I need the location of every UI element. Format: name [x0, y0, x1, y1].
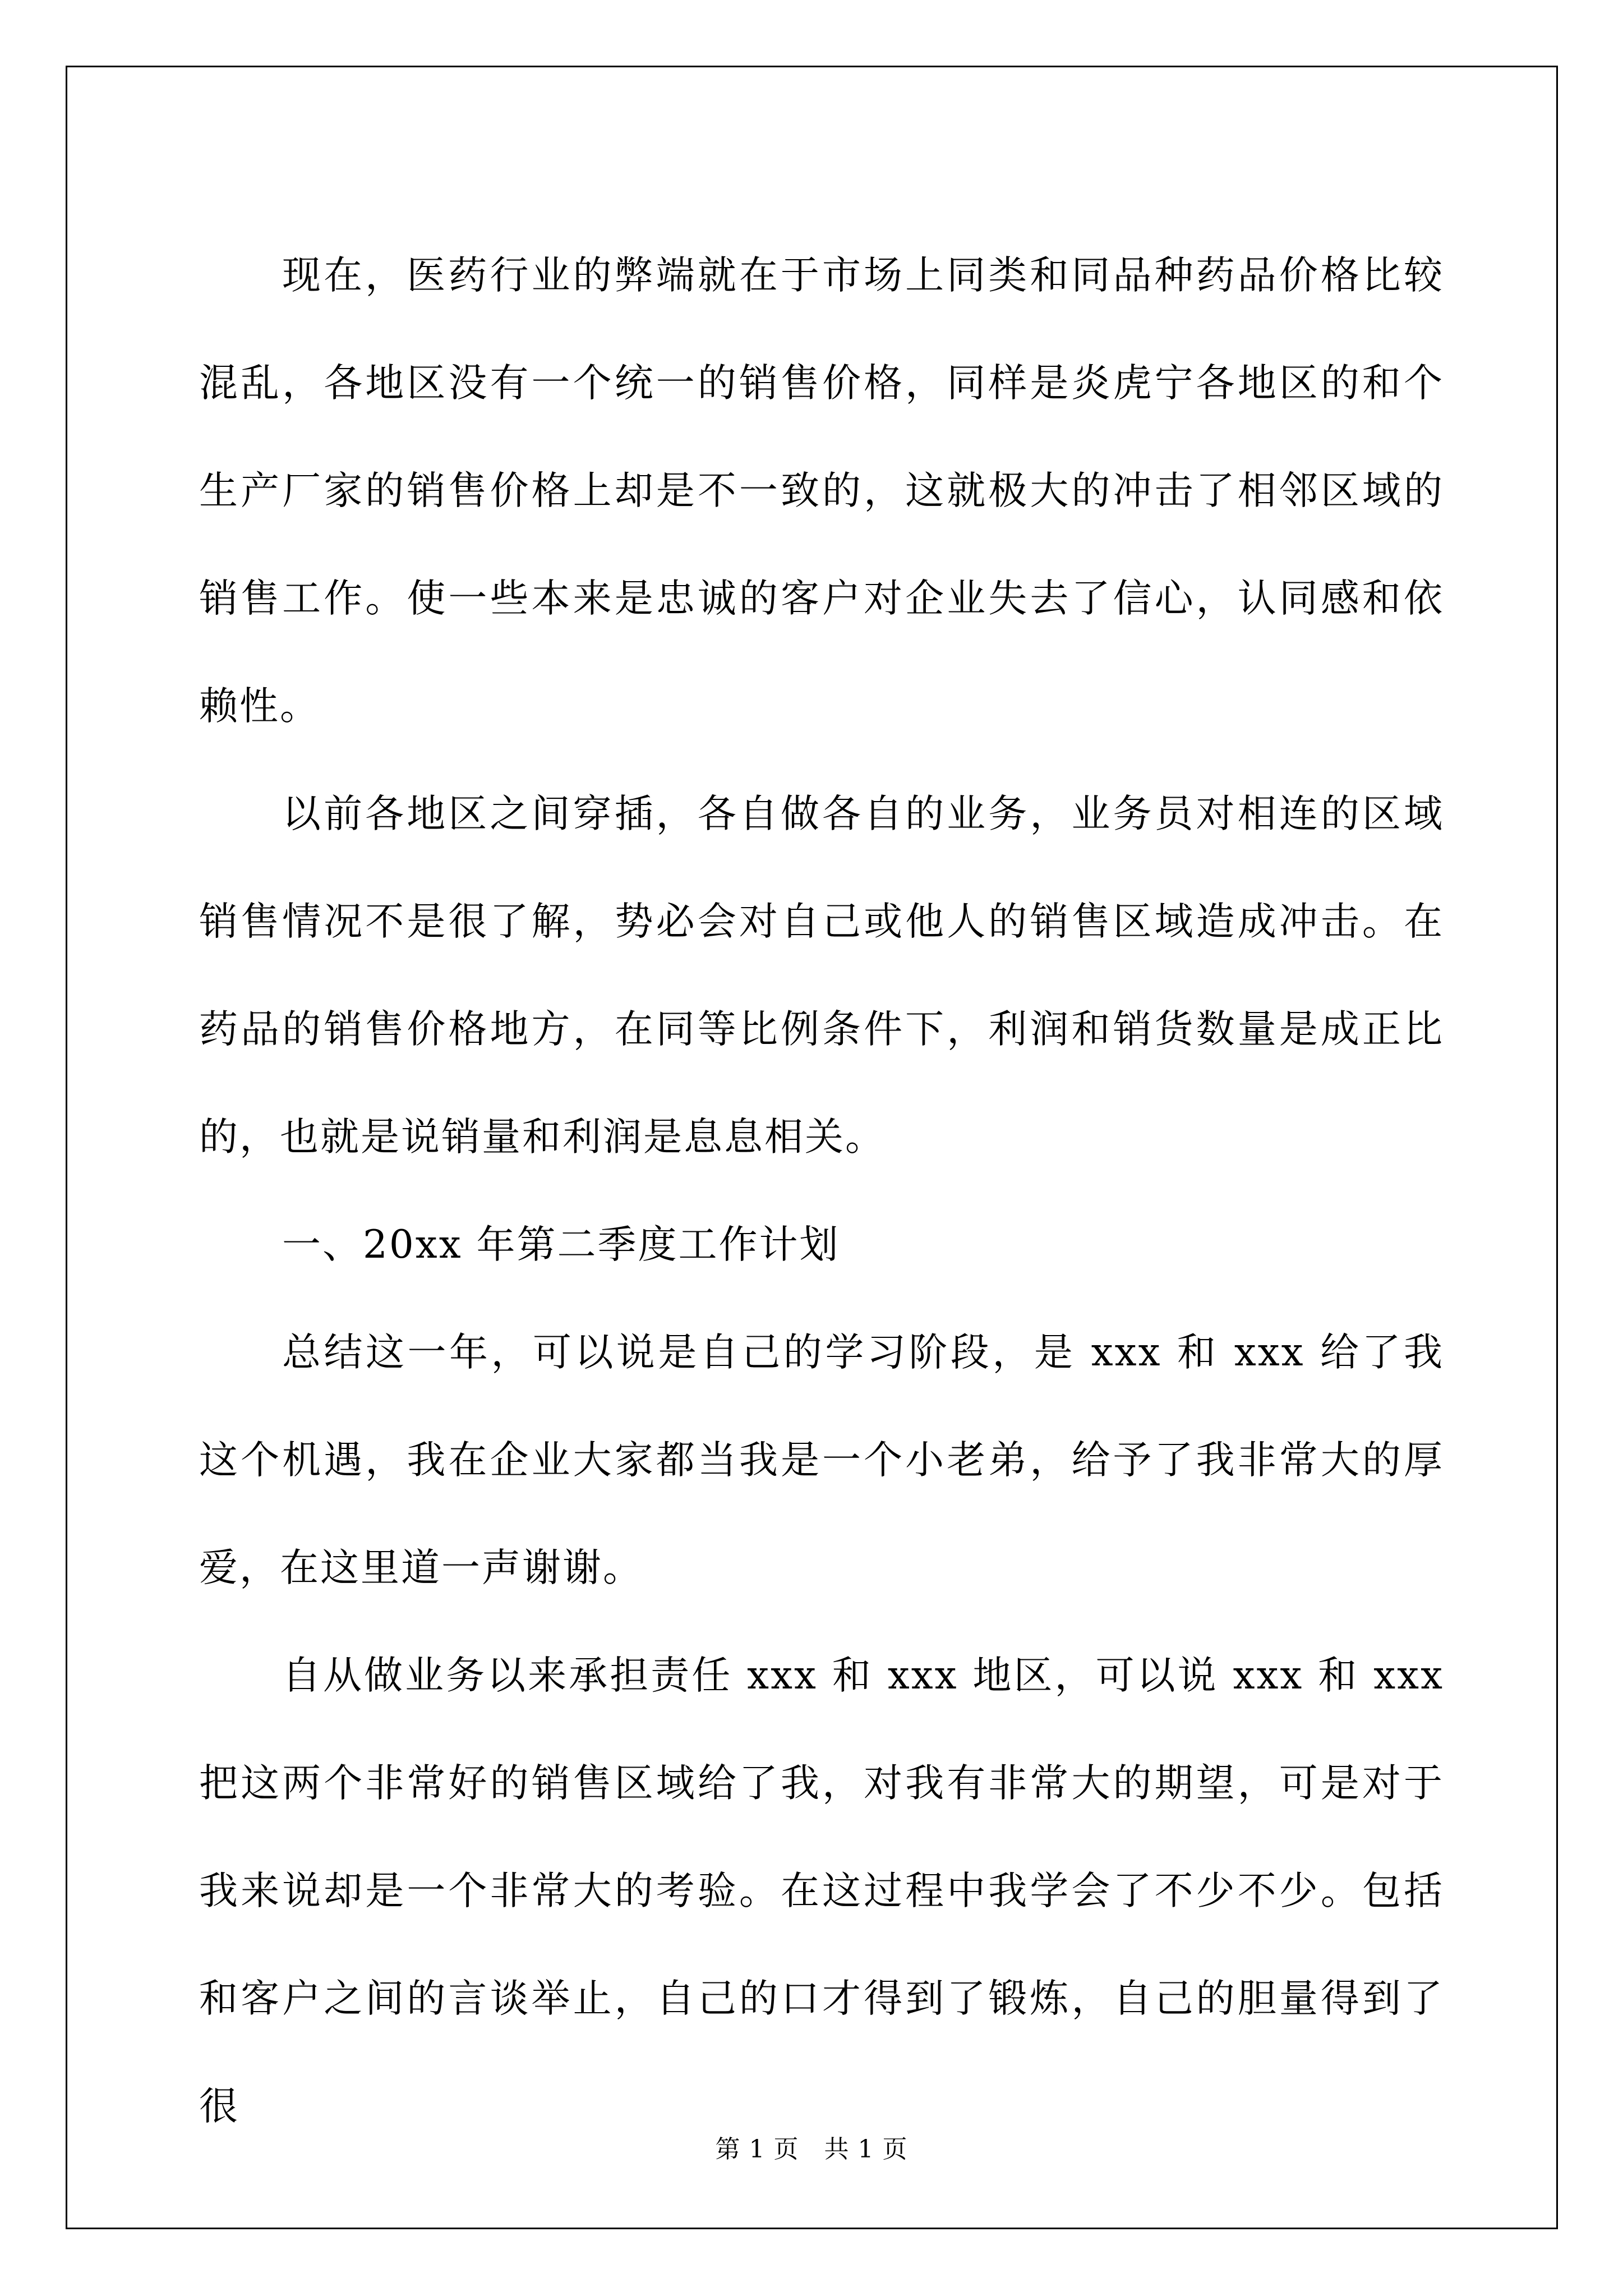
page-number-footer: 第 1 页 共 1 页: [715, 2135, 908, 2164]
section-heading: 一、20xx 年第二季度工作计划: [282, 1222, 840, 1267]
paragraph: 自从做业务以来承担责任 xxx 和 xxx 地区，可以说 xxx 和 xxx 把这两个非常好的销售区域给了我，对我有非常大的期望，可是对于我来说却是一个非常大的考验。在这过程中我学会了不少不少。包括和客户之间的言谈举止，自己的口才得到了锻炼，自己的胆量得到了很: [199, 1653, 1444, 2129]
paragraph: 总结这一年，可以说是自己的学习阶段，是 xxx 和 xxx 给了我这个机遇，我在企业大家都当我是一个小老弟，给予了我非常大的厚爱，在这里道一声谢谢。: [199, 1330, 1444, 1590]
document-body: [199, 222, 1444, 2160]
paragraph: 现在，医药行业的弊端就在于市场上同类和同品种药品价格比较混乱，各地区没有一个统一的销售价格，同样是炎虎宁各地区的和个生产厂家的销售价格上却是不一致的，这就极大的冲击了相邻区域的销售工作。使一些本来是忠诚的客户对企业失去了信心，认同感和依赖性。: [199, 253, 1444, 729]
paragraph: 以前各地区之间穿插，各自做各自的业务，业务员对相连的区域销售情况不是很了解，势必会对自己或他人的销售区域造成冲击。在药品的销售价格地方，在同等比例条件下，利润和销货数量是成正比的，也就是说销量和利润是息息相关。: [199, 792, 1444, 1159]
